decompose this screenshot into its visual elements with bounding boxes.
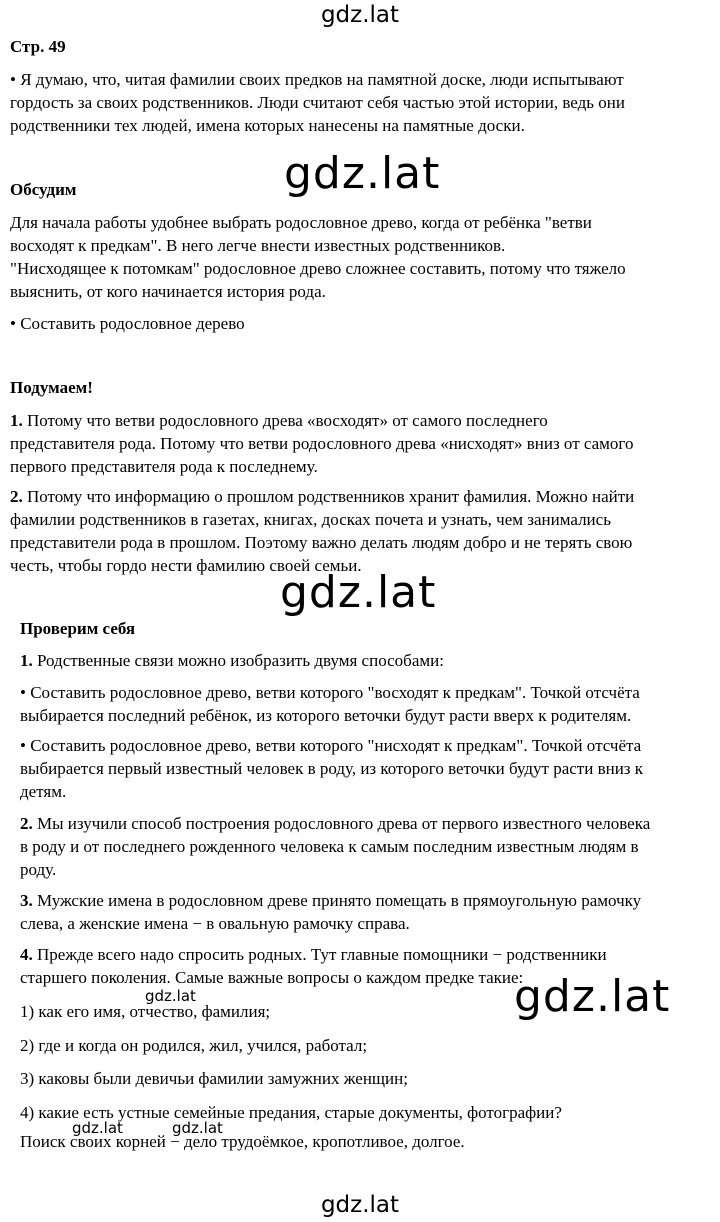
check-line: Мужские имена в родословном древе принято помещать в прямоугольную рамочку [32,891,642,910]
watermark-big-3: gdz.lat [514,971,671,1022]
intro-line: • Я думаю, что, читая фамилии своих предков на памятной доске, люди испытывают [10,70,624,89]
watermark-small-1: gdz.lat [145,987,196,1005]
think-heading: Подумаем! [10,378,93,397]
intro-line: родственники тех людей, имена которых нанесены на памятные доски. [10,116,525,135]
check-line: слева, а женские имена − в овальную рамочку справа. [20,914,410,933]
check-item-2 [20,812,710,881]
check-line: выбирается первый известный человек в роду, из которого веточки будут расти вниз к [20,759,644,778]
discuss-line: выяснить, от кого начинается история рода. [10,282,326,301]
think-line: представителя рода. Потому что ветви родословного древа «нисходят» вниз от самого [10,434,634,453]
check-item-1 [20,649,710,672]
item-number: 2. [10,487,23,506]
discuss-paragraph [10,211,700,303]
discuss-line: восходят к предкам". В него легче внести известных родственников. [10,236,506,255]
check-line: детям. [20,782,67,801]
intro-line: гордость за своих родственников. Люди считают себя частью этой истории, ведь они [10,93,625,112]
item-number: 3. [20,891,33,910]
discuss-heading: Обсудим [10,180,77,199]
check-line: Прежде всего надо спросить родных. Тут главные помощники − родственники [32,945,607,964]
check-line: роду. [20,860,57,879]
check-item-3 [20,889,710,935]
question-4: 4) какие есть устные семейные предания, старые документы, фотографии? [20,1103,562,1122]
check-line: в роду и от последнего рожденного человека к самым последним известным людям в [20,837,639,856]
item-number: 1. [20,651,33,670]
question-1: 1) как его имя, отчество, фамилия; [20,1002,271,1021]
check-line: Родственные связи можно изобразить двумя способами: [32,651,444,670]
discuss-line: Для начала работы удобнее выбрать родословное древо, когда от ребёнка "ветви [10,213,592,232]
watermark-bottom: gdz.lat [320,1192,400,1218]
intro-paragraph [10,68,700,137]
check-line: Мы изучили способ построения родословного древа от первого известного человека [32,814,651,833]
question-2: 2) где и когда он родился, жил, учился, работал; [20,1036,368,1055]
think-item-2 [10,485,700,577]
check-line: • Составить родословное древо, ветви которого "восходят к предкам". Точкой отсчёта [20,683,640,702]
check-bullet-2 [20,734,710,803]
watermark-big-2: gdz.lat [280,567,437,618]
think-line: представители рода в прошлом. Поэтому важно делать людям добро и не терять свою [10,533,633,552]
think-line: Потому что ветви родословного древа «восходят» от самого последнего [22,411,548,430]
closing-line: Поиск своих корней − дело трудоёмкое, кропотливое, долгое. [20,1132,465,1151]
watermark-small-3: gdz.lat [172,1119,223,1137]
think-item-1 [10,409,700,478]
item-number: 4. [20,945,33,964]
watermark-big-1: gdz.lat [284,148,441,199]
watermark-top: gdz.lat [320,2,400,28]
think-line: Потому что информацию о прошлом родственников хранит фамилия. Можно найти [22,487,635,506]
item-number: 1. [10,411,23,430]
check-line: • Составить родословное древо, ветви которого "нисходят к предкам". Точкой отсчёта [20,736,642,755]
question-3: 3) каковы были девичьи фамилии замужних женщин; [20,1069,408,1088]
check-heading: Проверим себя [20,619,136,638]
think-line: честь, чтобы гордо нести фамилию своей семьи. [10,556,362,575]
item-number: 2. [20,814,33,833]
watermark-small-2: gdz.lat [72,1119,123,1137]
page-label: Стр. 49 [10,37,66,56]
think-line: первого представителя рода к последнему. [10,457,318,476]
check-line: выбирается последний ребёнок, из которого веточки будут расти вверх к родителям. [20,706,632,725]
check-bullet-1 [20,681,710,727]
think-line: фамилии родственников в газетах, книгах, досках почета и узнать, чем занимались [10,510,611,529]
check-line: старшего поколения. Самые важные вопросы о каждом предке такие: [20,968,524,987]
discuss-bullet: • Составить родословное дерево [10,314,245,333]
discuss-line: "Нисходящее к потомкам" родословное древо сложнее составить, потому что тяжело [10,259,626,278]
